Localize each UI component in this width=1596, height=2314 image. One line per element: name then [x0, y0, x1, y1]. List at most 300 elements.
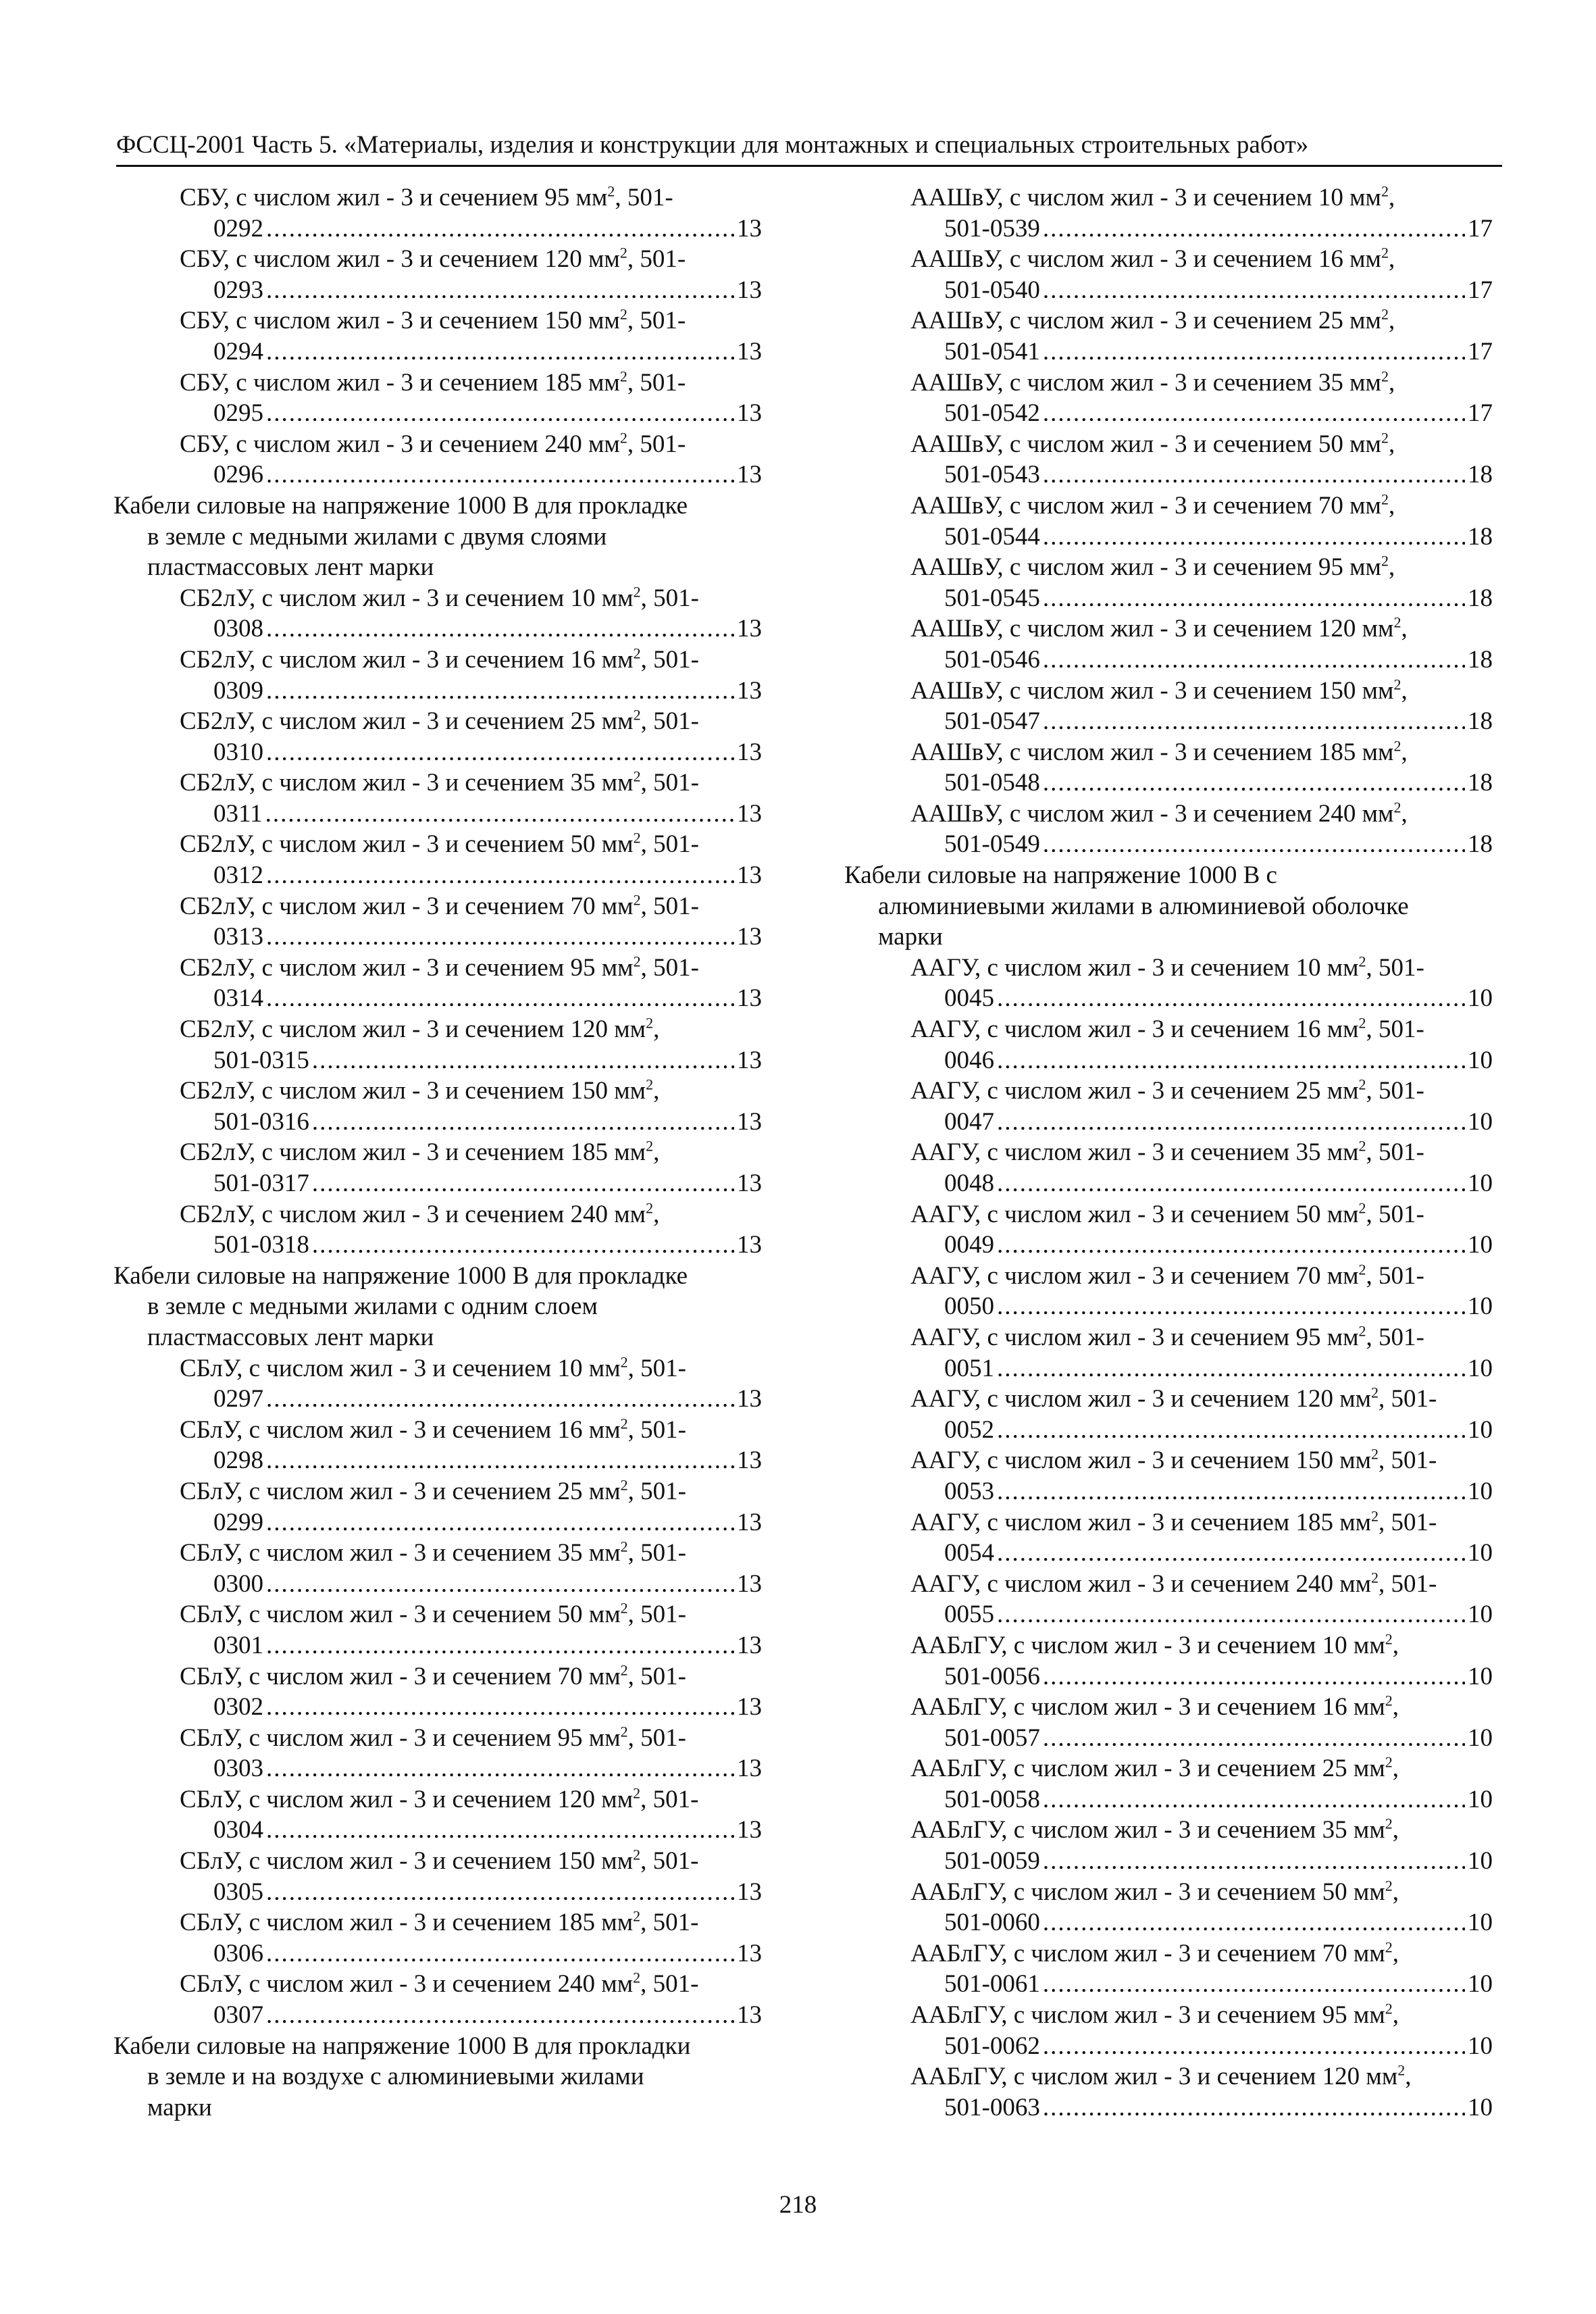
index-entry-code-line	[113, 2000, 762, 2031]
dot-leader	[1043, 768, 1465, 799]
index-entry-title	[844, 2061, 1493, 2092]
entry-page-number: 13	[737, 1631, 762, 1659]
entry-lead-text: ААГУ, с числом жил - 3 и сечением 185 мм	[910, 1508, 1372, 1536]
entry-tail-text: ,	[1392, 2001, 1399, 2030]
dot-leader	[266, 1877, 734, 1908]
index-entry-code-line	[113, 737, 762, 768]
entry-tail-text: ,	[1392, 1939, 1399, 1967]
entry-unit-superscript: 2	[646, 1014, 654, 1032]
entry-tail-text: , 501-	[1366, 953, 1424, 982]
entry-unit-superscript: 2	[607, 182, 615, 200]
entry-lead-text: ААГУ, с числом жил - 3 и сечением 95 мм	[910, 1323, 1359, 1351]
entry-unit-superscript: 2	[1381, 306, 1389, 324]
index-column-left	[113, 182, 762, 2123]
entry-code: 0313	[213, 923, 263, 951]
entry-unit-superscript: 2	[1385, 1938, 1393, 1956]
entry-page-number: 17	[1468, 214, 1493, 243]
entry-page-number: 18	[1468, 769, 1493, 797]
entry-code: 501-0542	[944, 399, 1040, 428]
entry-code: 0314	[213, 984, 263, 1013]
entry-code: 0309	[213, 676, 263, 705]
entry-lead-text: ААБлГУ, с числом жил - 3 и сечением 95 мм	[910, 2001, 1385, 2030]
entry-tail-text: , 501-	[627, 368, 686, 397]
index-entry-title	[844, 429, 1493, 460]
entry-code: 0055	[944, 1601, 994, 1629]
entry-page-number: 10	[1468, 2032, 1493, 2060]
entry-lead-text: СБУ, с числом жил - 3 и сечением 185 мм	[180, 368, 620, 397]
entry-code: 0047	[944, 1107, 994, 1136]
entry-lead-text: СБлУ, с числом жил - 3 и сечением 25 мм	[180, 1477, 621, 1505]
entry-code: 0296	[213, 461, 263, 489]
section-heading-line: в земле с медными жилами с двумя слоями	[147, 522, 607, 551]
dot-leader	[266, 983, 734, 1014]
entry-code: 501-0063	[944, 2093, 1040, 2121]
dot-leader	[1043, 645, 1465, 676]
entry-lead-text: ААГУ, с числом жил - 3 и сечением 150 мм	[910, 1447, 1372, 1475]
entry-page-number: 10	[1468, 1724, 1493, 1752]
index-entry-title	[844, 2000, 1493, 2031]
entry-page-number: 13	[737, 461, 762, 489]
index-entry-title	[113, 953, 762, 984]
dot-leader	[266, 1692, 734, 1723]
entry-code: 501-0059	[944, 1847, 1040, 1876]
section-heading-line: марки	[147, 2093, 212, 2121]
entry-tail-text: , 501-	[1366, 1261, 1424, 1290]
dot-leader	[1043, 1969, 1465, 2000]
index-entry-title	[844, 799, 1493, 830]
index-entry-title	[844, 1815, 1493, 1846]
entry-code: 501-0547	[944, 707, 1040, 736]
entry-unit-superscript: 2	[1385, 1753, 1393, 1771]
entry-code: 501-0543	[944, 461, 1040, 489]
entry-unit-superscript: 2	[620, 1415, 628, 1432]
entry-page-number: 18	[1468, 461, 1493, 489]
entry-tail-text: , 501-	[640, 707, 699, 736]
index-entry-title	[844, 1261, 1493, 1292]
index-entry-title	[113, 1723, 762, 1754]
entry-page-number: 10	[1468, 1847, 1493, 1876]
index-entry-code-line	[844, 1661, 1493, 1692]
dot-leader	[1043, 1846, 1465, 1877]
entry-unit-superscript: 2	[633, 1969, 641, 1987]
entry-code: 501-0318	[213, 1231, 309, 1259]
entry-unit-superscript: 2	[1381, 244, 1389, 261]
index-entry-title	[113, 182, 762, 213]
entry-page-number: 13	[737, 1939, 762, 1967]
entry-page-number: 17	[1468, 399, 1493, 428]
entry-unit-superscript: 2	[633, 1907, 641, 1925]
dot-leader	[266, 1569, 734, 1600]
entry-code: 501-0061	[944, 1970, 1040, 1998]
entry-page-number: 13	[737, 1569, 762, 1598]
section-heading-line: марки	[878, 923, 943, 951]
entry-lead-text: ААГУ, с числом жил - 3 и сечением 16 мм	[910, 1015, 1359, 1044]
entry-lead-text: ААГУ, с числом жил - 3 и сечением 50 мм	[910, 1200, 1359, 1228]
index-entry-code-line	[844, 1045, 1493, 1076]
entry-page-number: 13	[737, 1107, 762, 1136]
index-entry-title	[844, 1630, 1493, 1661]
entry-page-number: 10	[1468, 1415, 1493, 1444]
entry-lead-text: ААШвУ, с числом жил - 3 и сечением 150 мм	[910, 676, 1394, 705]
entry-page-number: 18	[1468, 830, 1493, 859]
index-entry-title	[113, 1199, 762, 1230]
entry-unit-superscript: 2	[1358, 953, 1366, 970]
dot-leader	[266, 1938, 734, 1969]
entry-lead-text: СБ2лУ, с числом жил - 3 и сечением 120 мм	[180, 1015, 646, 1044]
entry-page-number: 13	[737, 1878, 762, 1906]
entry-lead-text: ААГУ, с числом жил - 3 и сечением 35 мм	[910, 1138, 1359, 1167]
entry-lead-text: ААШвУ, с числом жил - 3 и сечением 10 мм	[910, 184, 1381, 211]
entry-tail-text: ,	[1388, 553, 1395, 582]
index-column-right	[844, 182, 1493, 2123]
entry-page-number: 17	[1468, 337, 1493, 366]
entry-code: 0052	[944, 1415, 994, 1444]
dot-leader	[1043, 522, 1465, 553]
dot-leader	[1043, 1784, 1465, 1815]
index-entry-title	[844, 1753, 1493, 1784]
entry-lead-text: СБлУ, с числом жил - 3 и сечением 150 мм	[180, 1847, 634, 1876]
index-entry-code-line	[113, 336, 762, 368]
index-entry-code-line	[844, 1723, 1493, 1754]
entry-page-number: 13	[737, 1046, 762, 1074]
entry-unit-superscript: 2	[619, 368, 627, 385]
entry-lead-text: ААГУ, с числом жил - 3 и сечением 10 мм	[910, 953, 1359, 982]
index-entry-code-line	[844, 459, 1493, 491]
entry-code: 0304	[213, 1816, 263, 1844]
entry-lead-text: СБ2лУ, с числом жил - 3 и сечением 70 мм	[180, 892, 634, 920]
index-entry-code-line	[113, 1753, 762, 1784]
entry-code: 501-0062	[944, 2032, 1040, 2060]
entry-tail-text: ,	[1401, 676, 1408, 705]
entry-code: 0308	[213, 615, 263, 643]
dot-leader	[1043, 459, 1465, 491]
index-entry-title	[844, 305, 1493, 336]
entry-lead-text: СБ2лУ, с числом жил - 3 и сечением 240 мм	[180, 1200, 646, 1228]
entry-tail-text: ,	[1388, 491, 1395, 520]
entry-page-number: 13	[737, 1447, 762, 1475]
index-entry-code-line	[113, 1168, 762, 1199]
entry-unit-superscript: 2	[646, 1199, 654, 1217]
index-entry-title	[844, 1445, 1493, 1476]
index-entry-title	[113, 429, 762, 460]
index-entry-code-line	[113, 213, 762, 245]
index-entry-code-line	[113, 983, 762, 1014]
entry-unit-superscript: 2	[1358, 1014, 1366, 1032]
section-heading-line: Кабели силовые на напряжение 1000 В с	[844, 861, 1277, 890]
index-entry-code-line	[113, 613, 762, 645]
entry-code: 0312	[213, 861, 263, 890]
entry-unit-superscript: 2	[1381, 491, 1389, 508]
entry-code: 501-0316	[213, 1107, 309, 1136]
entry-lead-text: СБ2лУ, с числом жил - 3 и сечением 150 мм	[180, 1077, 646, 1105]
dot-leader	[1043, 275, 1465, 306]
entry-lead-text: СБ2лУ, с числом жил - 3 и сечением 10 мм	[180, 584, 634, 612]
entry-code: 501-0544	[944, 522, 1040, 551]
entry-page-number: 13	[737, 1231, 762, 1259]
index-entry-code-line	[844, 1291, 1493, 1322]
entry-code: 501-0057	[944, 1724, 1040, 1752]
entry-tail-text: , 501-	[627, 307, 686, 335]
index-entry-code-line	[113, 1692, 762, 1723]
entry-tail-text: ,	[1388, 245, 1395, 274]
entry-code: 0046	[944, 1046, 994, 1074]
entry-lead-text: СБлУ, с числом жил - 3 и сечением 16 мм	[180, 1415, 621, 1444]
entry-lead-text: СБ2лУ, с числом жил - 3 и сечением 95 мм	[180, 953, 634, 982]
index-entry-code-line	[844, 1107, 1493, 1138]
entry-tail-text: ,	[1392, 1693, 1399, 1721]
index-entry-code-line	[844, 275, 1493, 306]
entry-lead-text: ААГУ, с числом жил - 3 и сечением 25 мм	[910, 1077, 1359, 1105]
entry-unit-superscript: 2	[620, 1476, 628, 1494]
entry-unit-superscript: 2	[620, 1538, 628, 1555]
entry-page-number: 13	[737, 861, 762, 890]
entry-unit-superscript: 2	[1393, 676, 1401, 693]
index-entry-title	[844, 1877, 1493, 1908]
dot-leader	[1043, 1907, 1465, 1938]
entry-tail-text: , 501-	[1366, 1015, 1424, 1044]
entry-tail-text: , 501-	[627, 1601, 686, 1629]
entry-page-number: 13	[737, 676, 762, 705]
entry-lead-text: ААШвУ, с числом жил - 3 и сечением 95 мм	[910, 553, 1381, 582]
entry-unit-superscript: 2	[1358, 1261, 1366, 1278]
index-entry-title	[844, 953, 1493, 984]
entry-unit-superscript: 2	[1393, 613, 1401, 631]
index-entry-code-line	[844, 1476, 1493, 1507]
entry-page-number: 13	[737, 1169, 762, 1197]
entry-unit-superscript: 2	[1385, 1877, 1393, 1894]
entry-lead-text: ААШвУ, с числом жил - 3 и сечением 70 мм	[910, 491, 1381, 520]
entry-page-number: 10	[1468, 1662, 1493, 1690]
entry-tail-text: , 501-	[615, 184, 673, 211]
entry-code: 0295	[213, 399, 263, 428]
index-entry-code-line	[113, 1569, 762, 1600]
entry-lead-text: ААБлГУ, с числом жил - 3 и сечением 10 мм	[910, 1631, 1385, 1659]
index-entry-code-line	[113, 1230, 762, 1261]
index-entry-title	[113, 1137, 762, 1168]
index-entry-code-line	[844, 583, 1493, 614]
index-entry-title	[113, 244, 762, 275]
entry-code: 0050	[944, 1292, 994, 1321]
entry-code: 501-0317	[213, 1169, 309, 1197]
dot-leader	[1043, 1723, 1465, 1754]
entry-tail-text: ,	[1388, 368, 1395, 397]
entry-unit-superscript: 2	[1385, 1692, 1393, 1709]
dot-leader	[997, 983, 1465, 1014]
dot-leader	[312, 1230, 734, 1261]
entry-lead-text: ААБлГУ, с числом жил - 3 и сечением 120 мм	[910, 2063, 1398, 2091]
index-entry-title	[113, 1076, 762, 1107]
entry-code: 0294	[213, 337, 263, 366]
entry-code: 0293	[213, 276, 263, 304]
index-entry-code-line	[113, 1107, 762, 1138]
entry-lead-text: СБУ, с числом жил - 3 и сечением 150 мм	[180, 307, 620, 335]
entry-tail-text: ,	[1392, 1816, 1399, 1844]
dot-leader	[266, 459, 734, 491]
entry-unit-superscript: 2	[1385, 1815, 1393, 1833]
entry-lead-text: СБУ, с числом жил - 3 и сечением 120 мм	[180, 245, 620, 274]
entry-tail-text: , 501-	[1366, 1200, 1424, 1228]
index-entry-code-line	[113, 275, 762, 306]
index-entry-title	[844, 1507, 1493, 1538]
dot-leader	[266, 676, 734, 707]
index-entry-title	[844, 1137, 1493, 1168]
entry-tail-text: ,	[1401, 799, 1408, 828]
index-entry-code-line	[113, 1045, 762, 1076]
entry-lead-text: СБлУ, с числом жил - 3 и сечением 240 мм	[180, 1970, 634, 1998]
dot-leader	[997, 1107, 1465, 1138]
index-entry-code-line	[113, 1445, 762, 1476]
entry-tail-text: , 501-	[627, 1415, 686, 1444]
entry-code: 0292	[213, 214, 263, 243]
dot-leader	[1043, 583, 1465, 614]
entry-page-number: 13	[737, 923, 762, 951]
entry-code: 0054	[944, 1539, 994, 1567]
dot-leader	[266, 2000, 734, 2031]
entry-unit-superscript: 2	[1381, 552, 1389, 570]
entry-tail-text: , 501-	[640, 1847, 699, 1876]
entry-code: 0307	[213, 2001, 263, 2030]
index-entry-code-line	[113, 860, 762, 891]
index-entry-title	[113, 829, 762, 860]
entry-page-number: 18	[1468, 584, 1493, 612]
index-entry-title	[844, 1938, 1493, 1969]
entry-page-number: 10	[1468, 1046, 1493, 1074]
dot-leader	[266, 1630, 734, 1661]
entry-lead-text: СБлУ, с числом жил - 3 и сечением 70 мм	[180, 1662, 621, 1690]
entry-lead-text: ААГУ, с числом жил - 3 и сечением 70 мм	[910, 1261, 1359, 1290]
dot-leader	[997, 1476, 1465, 1507]
dot-leader	[1043, 2092, 1465, 2123]
dot-leader	[266, 613, 734, 645]
entry-lead-text: ААБлГУ, с числом жил - 3 и сечением 16 мм	[910, 1693, 1385, 1721]
dot-leader	[1043, 706, 1465, 737]
entry-tail-text: ,	[1392, 1878, 1399, 1906]
index-entry-title	[844, 244, 1493, 275]
entry-code: 501-0545	[944, 584, 1040, 612]
index-entry-code-line	[844, 706, 1493, 737]
entry-unit-superscript: 2	[633, 830, 641, 847]
index-entry-title	[113, 1415, 762, 1446]
index-entry-title	[844, 1014, 1493, 1045]
entry-lead-text: СБлУ, с числом жил - 3 и сечением 10 мм	[180, 1354, 621, 1382]
entry-tail-text: ,	[653, 1200, 660, 1228]
index-entry-code-line	[844, 2092, 1493, 2123]
dot-leader	[1043, 398, 1465, 429]
index-entry-title	[113, 645, 762, 676]
entry-unit-superscript: 2	[633, 706, 641, 724]
entry-unit-superscript: 2	[1397, 2061, 1406, 2079]
entry-lead-text: ААГУ, с числом жил - 3 и сечением 120 мм	[910, 1385, 1372, 1413]
entry-code: 501-0548	[944, 769, 1040, 797]
index-entry-title	[844, 1384, 1493, 1415]
header-rule	[116, 165, 1502, 167]
index-entry-title	[844, 491, 1493, 522]
entry-page-number: 13	[737, 1508, 762, 1536]
entry-tail-text: , 501-	[627, 1354, 686, 1382]
dot-leader	[266, 336, 734, 368]
dot-leader	[265, 799, 734, 830]
entry-page-number: 13	[737, 1693, 762, 1721]
index-entry-title	[113, 1969, 762, 2000]
entry-lead-text: ААБлГУ, с числом жил - 3 и сечением 35 мм	[910, 1816, 1385, 1844]
entry-unit-superscript: 2	[633, 891, 641, 909]
entry-page-number: 18	[1468, 707, 1493, 736]
entry-tail-text: , 501-	[640, 1909, 699, 1937]
entry-code: 501-0058	[944, 1785, 1040, 1813]
entry-code: 0297	[213, 1385, 263, 1413]
entry-unit-superscript: 2	[1358, 1138, 1366, 1155]
entry-tail-text: , 501-	[640, 645, 699, 674]
entry-code: 0045	[944, 984, 994, 1013]
dot-leader	[266, 275, 734, 306]
entry-lead-text: ААБлГУ, с числом жил - 3 и сечением 50 мм	[910, 1878, 1385, 1906]
index-entry-title	[113, 1784, 762, 1815]
index-entry-code-line	[844, 1846, 1493, 1877]
entry-tail-text: ,	[1388, 307, 1395, 335]
dot-leader	[266, 213, 734, 245]
entry-lead-text: СБУ, с числом жил - 3 и сечением 95 мм	[180, 184, 608, 211]
entry-unit-superscript: 2	[620, 1599, 628, 1617]
entry-unit-superscript: 2	[1381, 182, 1389, 200]
entry-tail-text: , 501-	[1379, 1447, 1437, 1475]
index-entry-title	[844, 182, 1493, 213]
entry-page-number: 10	[1468, 1107, 1493, 1136]
entry-unit-superscript: 2	[1371, 1569, 1379, 1586]
index-entry-code-line	[844, 829, 1493, 860]
index-entry-code-line	[844, 522, 1493, 553]
entry-tail-text: , 501-	[1379, 1385, 1437, 1413]
entry-unit-superscript: 2	[1358, 1199, 1366, 1217]
entry-page-number: 13	[737, 984, 762, 1013]
index-entry-title	[844, 1569, 1493, 1600]
entry-page-number: 13	[737, 1816, 762, 1844]
entry-code: 0311	[213, 799, 263, 828]
entry-page-number: 13	[737, 2001, 762, 2030]
entry-lead-text: ААШвУ, с числом жил - 3 и сечением 50 мм	[910, 430, 1381, 458]
entry-tail-text: ,	[653, 1138, 660, 1167]
entry-lead-text: СБ2лУ, с числом жил - 3 и сечением 185 мм	[180, 1138, 646, 1167]
section-heading-line: Кабели силовые на напряжение 1000 В для прокладки	[113, 2032, 691, 2060]
entry-unit-superscript: 2	[1393, 799, 1401, 816]
entry-code: 501-0315	[213, 1046, 309, 1074]
entry-tail-text: , 501-	[627, 1724, 686, 1752]
entry-page-number: 13	[737, 738, 762, 766]
entry-page-number: 10	[1468, 1909, 1493, 1937]
section-heading-line: в земле с медными жилами с одним слоем	[147, 1292, 598, 1321]
dot-leader	[312, 1168, 734, 1199]
entry-code: 0302	[213, 1693, 263, 1721]
entry-page-number: 10	[1468, 1231, 1493, 1259]
entry-page-number: 10	[1468, 1970, 1493, 1998]
index-entry-title	[844, 1322, 1493, 1353]
entry-tail-text: , 501-	[640, 584, 699, 612]
entry-lead-text: СБлУ, с числом жил - 3 и сечением 50 мм	[180, 1601, 621, 1629]
page-number: 218	[779, 2191, 817, 2219]
entry-page-number: 13	[737, 1755, 762, 1783]
index-entry-title	[113, 1353, 762, 1384]
running-header: ФССЦ-2001 Часть 5. «Материалы, изделия и конструкции для монтажных и специальных строительных работ»	[116, 131, 1309, 159]
entry-unit-superscript: 2	[1358, 1322, 1366, 1340]
entry-unit-superscript: 2	[1385, 1630, 1393, 1648]
dot-leader	[1043, 1661, 1465, 1692]
entry-code: 0298	[213, 1447, 263, 1475]
index-entry-title	[113, 583, 762, 614]
entry-code: 0299	[213, 1508, 263, 1536]
entry-tail-text: , 501-	[640, 769, 699, 797]
entry-tail-text: , 501-	[627, 1662, 686, 1690]
entry-unit-superscript: 2	[646, 1076, 654, 1093]
entry-tail-text: ,	[1401, 615, 1408, 643]
